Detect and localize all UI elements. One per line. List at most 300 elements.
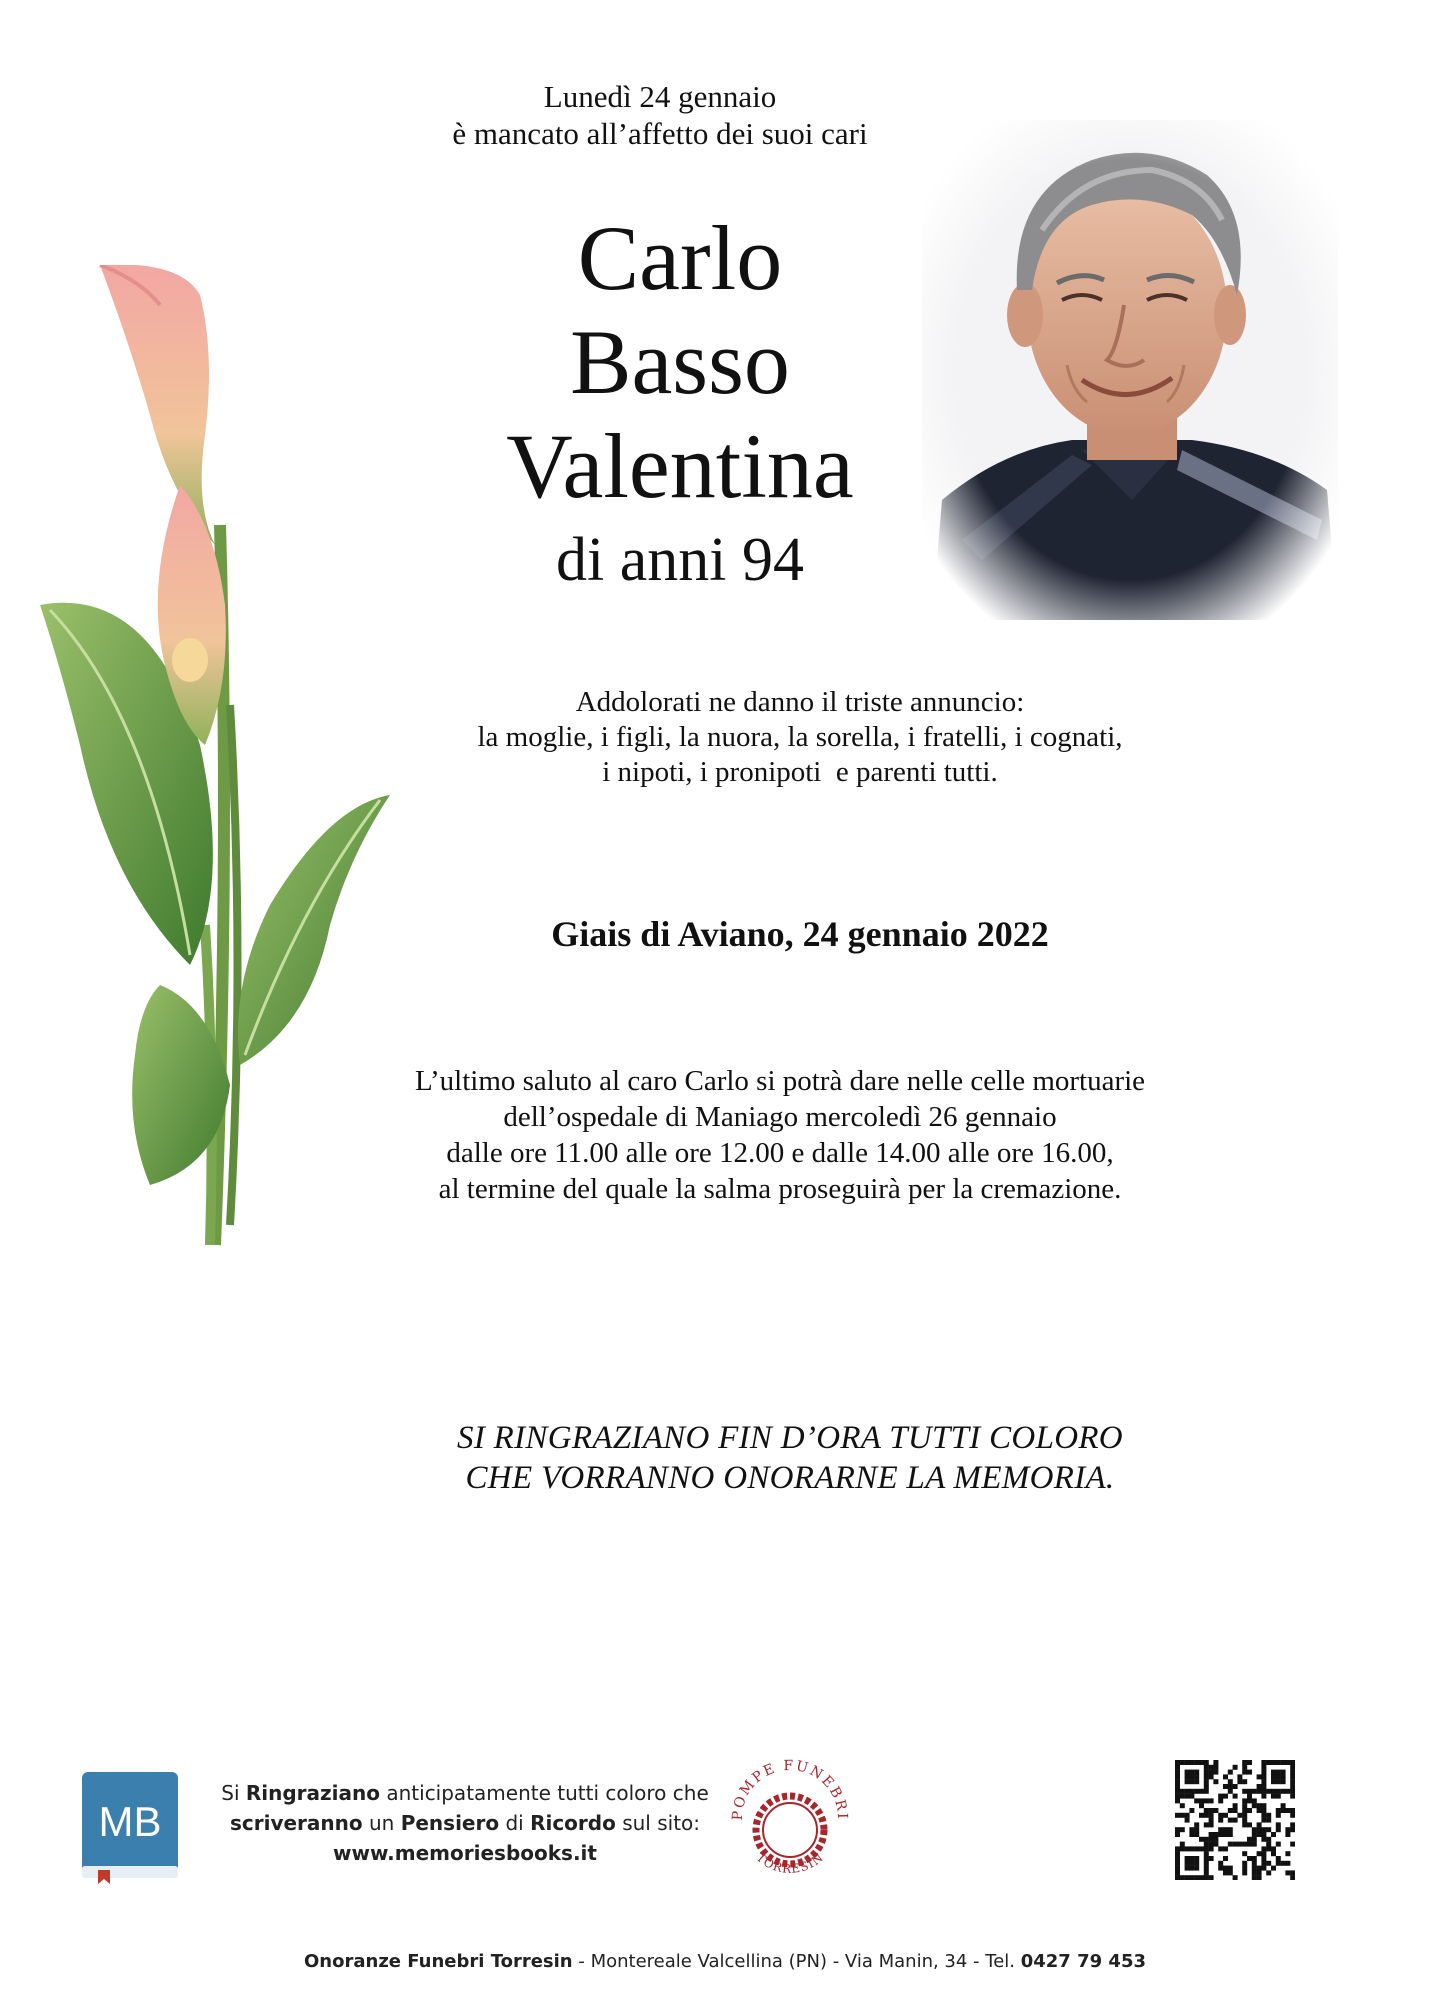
qr-module bbox=[1213, 1779, 1218, 1784]
qr-module bbox=[1276, 1808, 1281, 1813]
memoriesbooks-message bbox=[200, 1778, 730, 1868]
qr-module bbox=[1233, 1808, 1238, 1813]
place-date: Giais di Aviano, 24 gennaio 2022 bbox=[551, 914, 1049, 954]
qr-module bbox=[1223, 1832, 1228, 1837]
qr-module bbox=[1204, 1760, 1209, 1765]
qr-module bbox=[1194, 1789, 1199, 1794]
qr-module bbox=[1199, 1789, 1204, 1794]
qr-module bbox=[1242, 1765, 1247, 1770]
qr-module bbox=[1180, 1789, 1185, 1794]
qr-module bbox=[1189, 1866, 1194, 1871]
qr-module bbox=[1247, 1760, 1252, 1765]
qr-module bbox=[1271, 1846, 1276, 1851]
qr-module bbox=[1257, 1875, 1262, 1880]
qr-module bbox=[1252, 1861, 1257, 1866]
qr-module bbox=[1266, 1827, 1271, 1832]
qr-module bbox=[1257, 1808, 1262, 1813]
qr-module bbox=[1276, 1789, 1281, 1794]
qr-module bbox=[1180, 1846, 1185, 1851]
qr-code[interactable] bbox=[1175, 1760, 1295, 1880]
qr-module bbox=[1242, 1760, 1247, 1765]
thanks-message bbox=[330, 1418, 1250, 1498]
memoriesbooks-logo bbox=[78, 1770, 182, 1885]
qr-module bbox=[1209, 1842, 1214, 1847]
qr-module bbox=[1242, 1818, 1247, 1823]
qr-module bbox=[1228, 1842, 1233, 1847]
qr-module bbox=[1175, 1798, 1180, 1803]
qr-module bbox=[1281, 1779, 1286, 1784]
qr-module bbox=[1175, 1765, 1180, 1770]
qr-module bbox=[1194, 1770, 1199, 1775]
qr-module bbox=[1285, 1789, 1290, 1794]
qr-module bbox=[1204, 1822, 1209, 1827]
qr-module bbox=[1204, 1774, 1209, 1779]
qr-module bbox=[1185, 1760, 1190, 1765]
qr-module bbox=[1204, 1808, 1209, 1813]
qr-module bbox=[1175, 1794, 1180, 1799]
qr-module bbox=[1175, 1851, 1180, 1856]
qr-module bbox=[1266, 1760, 1271, 1765]
qr-module bbox=[1209, 1765, 1214, 1770]
pf-logo-top-text: POMPE FUNEBRI bbox=[729, 1757, 851, 1821]
farewell-line: dalle ore 11.00 alle ore 12.00 e dalle 14.00 alle ore 16.00, bbox=[446, 1137, 1114, 1169]
qr-module bbox=[1257, 1774, 1262, 1779]
farewell-line: dell’ospedale di Maniago mercoledì 26 gennaio bbox=[503, 1101, 1057, 1133]
qr-module bbox=[1218, 1827, 1223, 1832]
mb-line-1 bbox=[200, 1778, 730, 1808]
qr-module bbox=[1189, 1856, 1194, 1861]
mb-logo-text: MB bbox=[98, 1798, 162, 1845]
qr-module bbox=[1242, 1822, 1247, 1827]
qr-module bbox=[1252, 1856, 1257, 1861]
qr-module bbox=[1266, 1789, 1271, 1794]
qr-module bbox=[1261, 1827, 1266, 1832]
qr-module bbox=[1180, 1827, 1185, 1832]
qr-module bbox=[1175, 1846, 1180, 1851]
qr-module bbox=[1189, 1875, 1194, 1880]
qr-module bbox=[1185, 1770, 1190, 1775]
qr-module bbox=[1242, 1842, 1247, 1847]
qr-module bbox=[1194, 1760, 1199, 1765]
qr-module bbox=[1223, 1827, 1228, 1832]
qr-module bbox=[1247, 1789, 1252, 1794]
mb-text-part: un bbox=[362, 1811, 401, 1835]
qr-module bbox=[1194, 1798, 1199, 1803]
qr-module bbox=[1247, 1837, 1252, 1842]
qr-module bbox=[1252, 1827, 1257, 1832]
memoriesbooks-url[interactable]: www.memoriesbooks.it bbox=[333, 1841, 597, 1865]
qr-module bbox=[1261, 1851, 1266, 1856]
qr-module bbox=[1199, 1798, 1204, 1803]
qr-module bbox=[1175, 1774, 1180, 1779]
mb-line-3 bbox=[200, 1838, 730, 1868]
qr-module bbox=[1281, 1861, 1286, 1866]
mb-text-part: Si bbox=[221, 1781, 246, 1805]
qr-module bbox=[1281, 1760, 1286, 1765]
qr-module bbox=[1252, 1866, 1257, 1871]
qr-module bbox=[1266, 1861, 1271, 1866]
qr-module bbox=[1209, 1770, 1214, 1775]
qr-module bbox=[1204, 1770, 1209, 1775]
qr-module bbox=[1223, 1866, 1228, 1871]
qr-module bbox=[1261, 1794, 1266, 1799]
qr-module bbox=[1276, 1856, 1281, 1861]
qr-module bbox=[1252, 1875, 1257, 1880]
qr-module bbox=[1290, 1808, 1295, 1813]
qr-module bbox=[1209, 1856, 1214, 1861]
mb-bold-pensiero: Pensiero bbox=[400, 1811, 500, 1835]
qr-module bbox=[1257, 1870, 1262, 1875]
qr-module bbox=[1209, 1846, 1214, 1851]
qr-module bbox=[1290, 1760, 1295, 1765]
qr-module bbox=[1175, 1813, 1180, 1818]
pf-logo-bottom-text: TORRESIN bbox=[753, 1850, 827, 1876]
qr-module bbox=[1257, 1803, 1262, 1808]
qr-module bbox=[1242, 1803, 1247, 1808]
mb-text-part: di bbox=[499, 1811, 531, 1835]
qr-module bbox=[1218, 1818, 1223, 1823]
qr-module bbox=[1189, 1832, 1194, 1837]
qr-module bbox=[1281, 1789, 1286, 1794]
qr-module bbox=[1252, 1837, 1257, 1842]
qr-module bbox=[1290, 1774, 1295, 1779]
qr-module bbox=[1266, 1818, 1271, 1823]
qr-module bbox=[1189, 1774, 1194, 1779]
qr-module bbox=[1242, 1779, 1247, 1784]
qr-module bbox=[1204, 1842, 1209, 1847]
footer-company: Onoranze Funebri Torresin bbox=[304, 1951, 573, 1972]
qr-module bbox=[1204, 1779, 1209, 1784]
qr-module bbox=[1223, 1813, 1228, 1818]
thanks-line: CHE VORRANNO ONORARNE LA MEMORIA. bbox=[465, 1460, 1115, 1496]
qr-module bbox=[1180, 1794, 1185, 1799]
qr-module bbox=[1261, 1818, 1266, 1823]
qr-module bbox=[1257, 1827, 1262, 1832]
qr-module bbox=[1218, 1861, 1223, 1866]
qr-module bbox=[1175, 1861, 1180, 1866]
qr-module bbox=[1266, 1870, 1271, 1875]
qr-module bbox=[1218, 1813, 1223, 1818]
qr-module bbox=[1185, 1875, 1190, 1880]
qr-module bbox=[1194, 1856, 1199, 1861]
qr-module bbox=[1242, 1789, 1247, 1794]
qr-module bbox=[1194, 1827, 1199, 1832]
qr-module bbox=[1223, 1784, 1228, 1789]
qr-module bbox=[1194, 1866, 1199, 1871]
qr-module bbox=[1228, 1866, 1233, 1871]
qr-module bbox=[1266, 1846, 1271, 1851]
qr-module bbox=[1247, 1808, 1252, 1813]
qr-module bbox=[1228, 1789, 1233, 1794]
qr-module bbox=[1199, 1875, 1204, 1880]
qr-module bbox=[1223, 1794, 1228, 1799]
qr-module bbox=[1218, 1866, 1223, 1871]
announcement-line: la moglie, i figli, la nuora, la sorella, i fratelli, i cognati, bbox=[477, 721, 1123, 753]
qr-module bbox=[1242, 1851, 1247, 1856]
mb-text-part: anticipatamente tutti coloro che bbox=[380, 1781, 709, 1805]
qr-module bbox=[1213, 1760, 1218, 1765]
qr-module bbox=[1261, 1832, 1266, 1837]
qr-module bbox=[1257, 1866, 1262, 1871]
qr-module bbox=[1189, 1760, 1194, 1765]
qr-module bbox=[1285, 1851, 1290, 1856]
announcement bbox=[360, 685, 1240, 790]
qr-module bbox=[1290, 1875, 1295, 1880]
qr-module bbox=[1189, 1794, 1194, 1799]
qr-module bbox=[1180, 1813, 1185, 1818]
qr-module bbox=[1189, 1770, 1194, 1775]
qr-module bbox=[1271, 1779, 1276, 1784]
qr-module bbox=[1185, 1856, 1190, 1861]
qr-module bbox=[1189, 1808, 1194, 1813]
qr-module bbox=[1237, 1842, 1242, 1847]
qr-module bbox=[1252, 1870, 1257, 1875]
qr-module bbox=[1261, 1813, 1266, 1818]
qr-module bbox=[1261, 1789, 1266, 1794]
qr-module bbox=[1242, 1798, 1247, 1803]
intro-line-passing: è mancato all’affetto dei suoi cari bbox=[452, 116, 868, 151]
qr-module bbox=[1209, 1832, 1214, 1837]
qr-module bbox=[1209, 1808, 1214, 1813]
qr-module bbox=[1194, 1779, 1199, 1784]
qr-module bbox=[1233, 1875, 1238, 1880]
qr-module bbox=[1242, 1870, 1247, 1875]
qr-module bbox=[1218, 1832, 1223, 1837]
qr-module bbox=[1228, 1827, 1233, 1832]
qr-module bbox=[1276, 1861, 1281, 1866]
qr-module bbox=[1261, 1856, 1266, 1861]
qr-module bbox=[1276, 1774, 1281, 1779]
qr-module bbox=[1242, 1813, 1247, 1818]
qr-module bbox=[1290, 1789, 1295, 1794]
qr-module bbox=[1175, 1875, 1180, 1880]
qr-module bbox=[1261, 1765, 1266, 1770]
qr-module bbox=[1194, 1861, 1199, 1866]
qr-module bbox=[1175, 1760, 1180, 1765]
qr-module bbox=[1223, 1774, 1228, 1779]
qr-module bbox=[1185, 1846, 1190, 1851]
qr-module bbox=[1228, 1808, 1233, 1813]
qr-module bbox=[1257, 1789, 1262, 1794]
qr-module bbox=[1271, 1760, 1276, 1765]
qr-module bbox=[1266, 1813, 1271, 1818]
qr-module bbox=[1189, 1789, 1194, 1794]
qr-module bbox=[1180, 1760, 1185, 1765]
name-first: Carlo bbox=[577, 207, 783, 309]
qr-module bbox=[1213, 1770, 1218, 1775]
qr-module bbox=[1189, 1861, 1194, 1866]
qr-module bbox=[1271, 1774, 1276, 1779]
qr-module bbox=[1261, 1837, 1266, 1842]
footer-contact bbox=[200, 1950, 1250, 1974]
qr-module bbox=[1271, 1794, 1276, 1799]
qr-module bbox=[1175, 1770, 1180, 1775]
qr-module bbox=[1185, 1779, 1190, 1784]
qr-module bbox=[1204, 1784, 1209, 1789]
qr-module bbox=[1281, 1808, 1286, 1813]
qr-module bbox=[1228, 1818, 1233, 1823]
qr-module bbox=[1204, 1875, 1209, 1880]
qr-module bbox=[1290, 1870, 1295, 1875]
qr-module bbox=[1185, 1866, 1190, 1871]
qr-module bbox=[1266, 1837, 1271, 1842]
qr-module bbox=[1175, 1827, 1180, 1832]
qr-module bbox=[1204, 1856, 1209, 1861]
qr-module bbox=[1185, 1774, 1190, 1779]
qr-module bbox=[1257, 1822, 1262, 1827]
qr-module bbox=[1290, 1765, 1295, 1770]
qr-module bbox=[1261, 1846, 1266, 1851]
qr-module bbox=[1252, 1798, 1257, 1803]
qr-module bbox=[1199, 1813, 1204, 1818]
qr-module bbox=[1276, 1822, 1281, 1827]
qr-module bbox=[1285, 1832, 1290, 1837]
intro-text bbox=[380, 78, 940, 152]
qr-module bbox=[1204, 1851, 1209, 1856]
mb-line-2 bbox=[200, 1808, 730, 1838]
qr-module bbox=[1194, 1875, 1199, 1880]
qr-module bbox=[1213, 1842, 1218, 1847]
qr-module bbox=[1228, 1779, 1233, 1784]
qr-module bbox=[1247, 1842, 1252, 1847]
qr-module bbox=[1285, 1870, 1290, 1875]
qr-module bbox=[1271, 1832, 1276, 1837]
qr-module bbox=[1213, 1832, 1218, 1837]
qr-module bbox=[1261, 1779, 1266, 1784]
qr-module bbox=[1185, 1813, 1190, 1818]
qr-module bbox=[1228, 1870, 1233, 1875]
qr-module bbox=[1185, 1818, 1190, 1823]
qr-module bbox=[1189, 1846, 1194, 1851]
qr-module bbox=[1209, 1818, 1214, 1823]
qr-module bbox=[1213, 1765, 1218, 1770]
qr-module bbox=[1281, 1803, 1286, 1808]
qr-module bbox=[1209, 1837, 1214, 1842]
qr-module bbox=[1175, 1789, 1180, 1794]
mb-bold-ricordo: Ricordo bbox=[530, 1811, 616, 1835]
qr-module bbox=[1194, 1846, 1199, 1851]
thanks-line: SI RINGRAZIANO FIN D’ORA TUTTI COLORO bbox=[457, 1420, 1123, 1456]
qr-module bbox=[1281, 1774, 1286, 1779]
qr-module bbox=[1209, 1774, 1214, 1779]
qr-module bbox=[1175, 1779, 1180, 1784]
qr-module bbox=[1204, 1861, 1209, 1866]
qr-module bbox=[1271, 1789, 1276, 1794]
qr-module bbox=[1271, 1770, 1276, 1775]
farewell-line: L’ultimo saluto al caro Carlo si potrà dare nelle celle mortuarie bbox=[414, 1065, 1146, 1097]
qr-module bbox=[1228, 1770, 1233, 1775]
qr-module bbox=[1271, 1851, 1276, 1856]
qr-module bbox=[1281, 1770, 1286, 1775]
qr-module bbox=[1290, 1822, 1295, 1827]
qr-module bbox=[1194, 1774, 1199, 1779]
qr-module bbox=[1285, 1861, 1290, 1866]
qr-module bbox=[1194, 1832, 1199, 1837]
qr-module bbox=[1209, 1822, 1214, 1827]
qr-module bbox=[1290, 1813, 1295, 1818]
qr-module bbox=[1180, 1842, 1185, 1847]
qr-module bbox=[1233, 1818, 1238, 1823]
qr-module bbox=[1185, 1861, 1190, 1866]
qr-module bbox=[1185, 1789, 1190, 1794]
qr-module bbox=[1285, 1808, 1290, 1813]
qr-module bbox=[1189, 1827, 1194, 1832]
announcement-line: i nipoti, i pronipoti e parenti tutti. bbox=[602, 756, 998, 788]
qr-module bbox=[1199, 1837, 1204, 1842]
qr-module bbox=[1276, 1794, 1281, 1799]
qr-module bbox=[1257, 1832, 1262, 1837]
qr-module bbox=[1237, 1779, 1242, 1784]
qr-module bbox=[1252, 1803, 1257, 1808]
intro-line-date: Lunedì 24 gennaio bbox=[543, 79, 777, 114]
qr-module bbox=[1228, 1784, 1233, 1789]
qr-module bbox=[1261, 1808, 1266, 1813]
qr-module bbox=[1233, 1784, 1238, 1789]
qr-module bbox=[1261, 1866, 1266, 1871]
qr-module bbox=[1204, 1837, 1209, 1842]
qr-module bbox=[1175, 1856, 1180, 1861]
qr-module bbox=[1175, 1832, 1180, 1837]
qr-module bbox=[1247, 1798, 1252, 1803]
qr-module bbox=[1261, 1861, 1266, 1866]
qr-module bbox=[1271, 1866, 1276, 1871]
qr-module bbox=[1204, 1870, 1209, 1875]
qr-module bbox=[1266, 1842, 1271, 1847]
qr-module bbox=[1233, 1803, 1238, 1808]
qr-module bbox=[1204, 1866, 1209, 1871]
qr-module bbox=[1242, 1808, 1247, 1813]
qr-module bbox=[1247, 1856, 1252, 1861]
qr-module bbox=[1290, 1784, 1295, 1789]
qr-module bbox=[1252, 1832, 1257, 1837]
name-second: Basso bbox=[570, 311, 790, 413]
qr-module bbox=[1175, 1784, 1180, 1789]
qr-module bbox=[1199, 1803, 1204, 1808]
qr-module bbox=[1233, 1794, 1238, 1799]
qr-module bbox=[1261, 1770, 1266, 1775]
qr-module bbox=[1276, 1813, 1281, 1818]
announcement-line: Addolorati ne danno il triste annuncio: bbox=[575, 686, 1025, 718]
name-third: Valentina bbox=[506, 415, 854, 517]
qr-module bbox=[1175, 1870, 1180, 1875]
qr-module bbox=[1247, 1822, 1252, 1827]
qr-module bbox=[1223, 1870, 1228, 1875]
qr-module bbox=[1290, 1827, 1295, 1832]
qr-module bbox=[1285, 1760, 1290, 1765]
qr-module bbox=[1213, 1837, 1218, 1842]
qr-module bbox=[1180, 1875, 1185, 1880]
qr-module bbox=[1242, 1770, 1247, 1775]
qr-module bbox=[1276, 1760, 1281, 1765]
qr-module bbox=[1290, 1779, 1295, 1784]
qr-module bbox=[1204, 1813, 1209, 1818]
mb-bold-ringraziano: Ringraziano bbox=[245, 1781, 380, 1805]
qr-module bbox=[1237, 1774, 1242, 1779]
pompe-funebri-logo bbox=[720, 1748, 860, 1898]
farewell-details bbox=[330, 1063, 1230, 1207]
qr-module bbox=[1290, 1842, 1295, 1847]
deceased-age: di anni 94 bbox=[556, 526, 804, 594]
qr-module bbox=[1276, 1827, 1281, 1832]
qr-module bbox=[1237, 1813, 1242, 1818]
qr-module bbox=[1209, 1798, 1214, 1803]
qr-module bbox=[1242, 1866, 1247, 1871]
qr-module bbox=[1290, 1794, 1295, 1799]
qr-module bbox=[1242, 1861, 1247, 1866]
qr-module bbox=[1209, 1813, 1214, 1818]
qr-module bbox=[1175, 1866, 1180, 1871]
qr-module bbox=[1290, 1770, 1295, 1775]
